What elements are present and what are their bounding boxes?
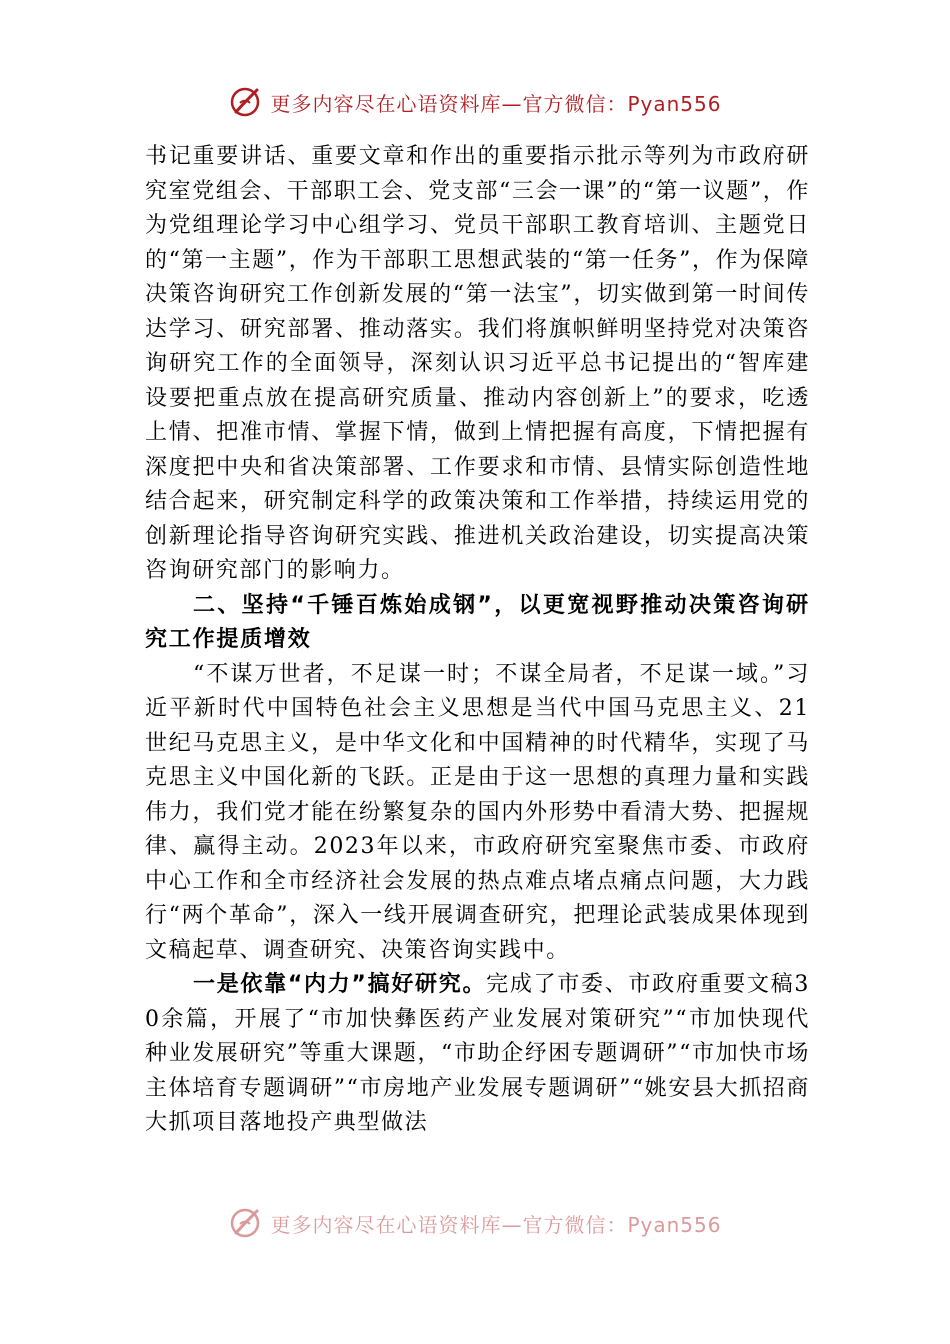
brush-pen-logo-icon <box>228 1206 262 1240</box>
watermark-footer <box>0 1203 950 1243</box>
point-1-text: 完成了市委、市政府重要文稿30余篇，开展了“市加快彝医药产业发展对策研究”“市加快现代种业发展研究”等重大课题，“市助企纾困专题调研”“市加快市场主体培育专题调研”“市房地产业发展专题调研”“姚安县大抓招商大抓项目落地投产典型做法 <box>145 972 810 1135</box>
section-heading-2: 二、坚持“千锤百炼始成钢”，以更宽视野推动决策咨询研究工作提质增效 <box>145 592 810 652</box>
document-body <box>145 140 810 1220</box>
paragraph-point-1 <box>145 968 810 1141</box>
paragraph-quote: “不谋万世者，不足谋一时；不谋全局者，不足谋一域。”习近平新时代中国特色社会主义思想是当代中国马克思主义、21世纪马克思主义，是中华文化和中国精神的时代精华，实现了马克思主义中国化新的飞跃。正是由于这一思想的真理力量和实践伟力，我们党才能在纷繁复杂的国内外形势中看清大势、把握规律、赢得主动。2023年以来，市政府研究室聚焦市委、市政府中心工作和全市经济社会发展的热点难点堵点痛点问题，大力践行“两个革命”，深入一线开展调查研究，把理论武装成果体现到文稿起草、调查研究、决策咨询实践中。 <box>145 661 810 963</box>
watermark-text: 更多内容尽在心语资料库—官方微信：Pyan556 <box>270 1212 722 1237</box>
brush-pen-logo-icon <box>228 85 262 119</box>
paragraph-continued: 书记重要讲话、重要文章和作出的重要指示批示等列为市政府研究室党组会、干部职工会、党支部“三会一课”的“第一议题”，作为党组理论学习中心组学习、党员干部职工教育培训、主题党日的“第一主题”，作为干部职工思想武装的“第一任务”，作为保障决策咨询研究工作创新发展的“第一法宝”，切实做到第一时间传达学习、研究部署、推动落实。我们将旗帜鲜明坚持党对决策咨询研究工作的全面领导，深刻认识习近平总书记提出的“智库建设要把重点放在提高研究质量、推动内容创新上”的要求，吃透上情、把准市情、掌握下情，做到上情把握有高度，下情把握有深度把中央和省决策部署、工作要求和市情、县情实际创造性地结合起来，研究制定科学的政策决策和工作举措，持续运用党的创新理论指导咨询研究实践、推进机关政治建设，切实提高决策咨询研究部门的影响力。 <box>145 144 810 583</box>
point-1-lead: 一是依靠“内力”搞好研究。 <box>193 972 487 997</box>
watermark-text: 更多内容尽在心语资料库—官方微信：Pyan556 <box>270 91 722 116</box>
watermark-header <box>0 82 950 122</box>
